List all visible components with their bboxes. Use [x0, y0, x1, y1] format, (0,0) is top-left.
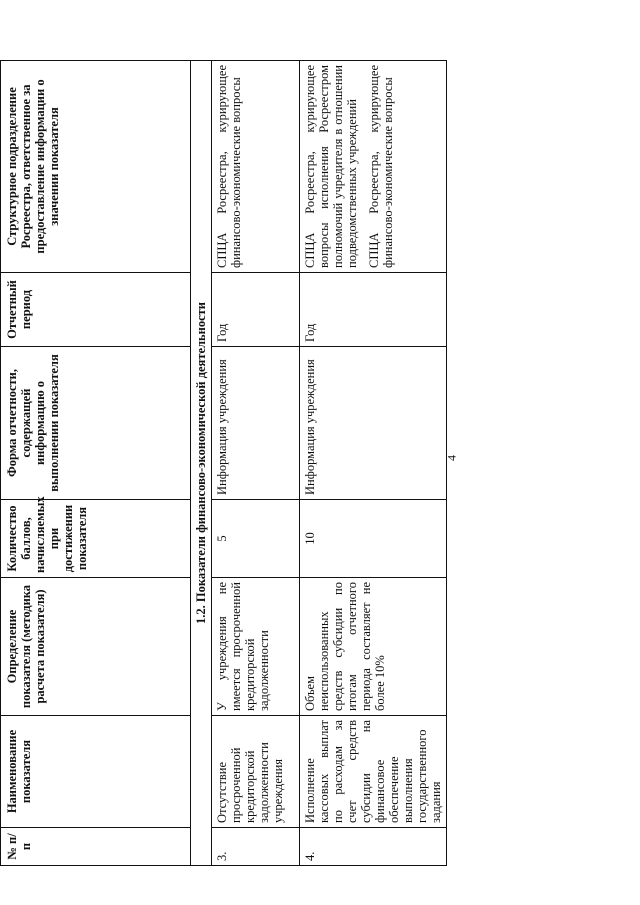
section-title: 1.2. Показатели финансово-экономической деятельности	[191, 61, 212, 866]
header-period: Отчетный период	[1, 273, 191, 347]
page-number: 4	[444, 455, 459, 461]
header-definition: Определение показателя (методика расчета показателя)	[1, 578, 191, 716]
header-department: Структурное подразделение Росреестра, ответственное за предоставление информации о значении показателя	[1, 61, 191, 273]
header-row	[1, 61, 191, 866]
row-department-1: СПЦА Росреестра, курирующее финансово-экономические вопросы	[215, 65, 243, 268]
row-report-form: Информация учреждения	[300, 347, 447, 500]
row-department	[212, 61, 300, 273]
table-row	[300, 61, 447, 866]
row-name: Исполнение кассовых выплат по расходам за счет средств субсидии на финансовое обеспечение выполнения государственного задания	[300, 716, 447, 828]
row-period: Год	[300, 273, 447, 347]
row-department-1: СПЦА Росреестра, курирующее вопросы исполнения Росреестром полномочий учредителя в отношении подведомственных учреждений	[303, 65, 359, 268]
row-department-2: СПЦА Росреестра, курирующее финансово-экономические вопросы	[367, 65, 395, 268]
row-definition: У учреждения не имеется просроченной кредиторской задолженности	[212, 578, 300, 716]
header-num: № п/п	[1, 828, 191, 866]
header-report-form: Форма отчетности, содержащей информацию о выполнении показателя	[1, 347, 191, 500]
table-row	[212, 61, 300, 866]
row-name: Отсутствие просроченной кредиторской задолженности учреждения	[212, 716, 300, 828]
row-num: 4.	[300, 828, 447, 866]
indicators-table	[0, 60, 447, 866]
row-report-form: Информация учреждения	[212, 347, 300, 500]
section-row	[191, 61, 212, 866]
rotated-page-content	[0, 61, 443, 866]
header-points: Количество баллов, начисляемых при достижении показателя	[1, 500, 191, 578]
row-period: Год	[212, 273, 300, 347]
row-num: 3.	[212, 828, 300, 866]
row-points: 10	[300, 500, 447, 578]
row-points: 5	[212, 500, 300, 578]
row-definition: Объем неиспользованных средств субсидии по итогам отчетного периода составляет не более 10%	[300, 578, 447, 716]
header-name: Наименование показателя	[1, 716, 191, 828]
row-department	[300, 61, 447, 273]
